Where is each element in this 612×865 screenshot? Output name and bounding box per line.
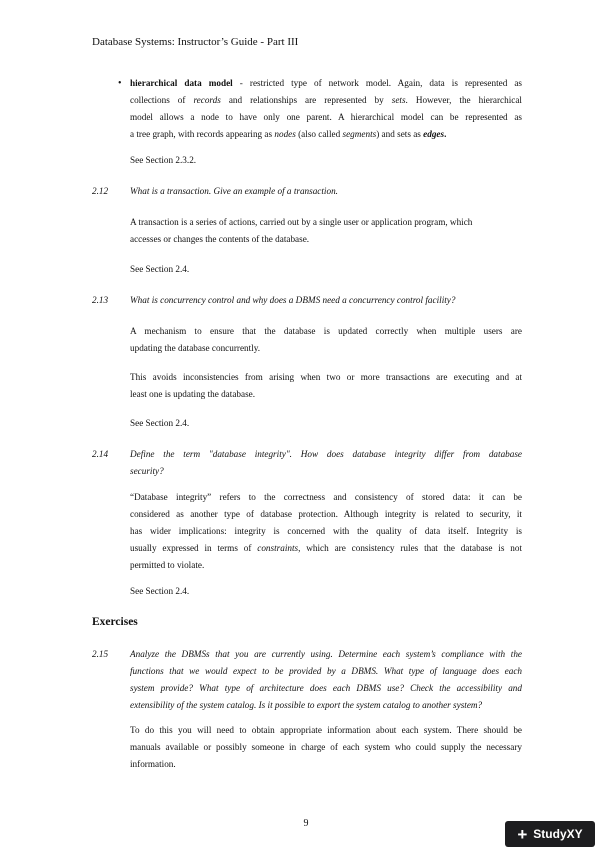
bullet-line-2a: collections of <box>130 95 194 105</box>
bullet-paragraph <box>130 75 522 143</box>
see-section-232: See Section 2.3.2. <box>130 155 197 165</box>
bullet-edges: edges <box>423 129 445 139</box>
page-number: 9 <box>303 818 309 829</box>
answer-215-line-1: To do this you will need to obtain appropriate information about each system. There should be <box>130 725 522 735</box>
answer-214-line-4c: , which are consistency rules that the database is not <box>298 543 522 553</box>
bullet-period: . <box>444 129 447 139</box>
answer-214-line-4a: usually expressed in terms of <box>130 543 258 553</box>
bullet-nodes: nodes <box>274 129 296 139</box>
answer-212-line-2: accesses or changes the contents of the database. <box>130 234 310 244</box>
see-section-24-a: See Section 2.4. <box>130 264 190 274</box>
answer-213-line-2: updating the database concurrently. <box>130 343 261 353</box>
question-215 <box>130 646 522 714</box>
question-number-213: 2.13 <box>92 295 109 305</box>
see-section-24-c: See Section 2.4. <box>130 586 190 596</box>
answer-214-constraints: constraints <box>257 543 299 553</box>
answer-215-line-3: information. <box>130 759 176 769</box>
plus-icon: + <box>517 824 528 844</box>
answer-212-line-1: A transaction is a series of actions, carried out by a single user or application program, which <box>130 217 473 227</box>
answer-213-b <box>130 369 522 403</box>
answer-214-line-5: permitted to violate. <box>130 560 205 570</box>
studyxy-label: StudyXY <box>533 827 583 841</box>
answer-213-line-3: This avoids inconsistencies from arising when two or more transactions are executing and at <box>130 372 522 382</box>
bullet-icon: • <box>118 78 122 89</box>
answer-213-a <box>130 323 522 357</box>
bullet-records: records <box>193 95 221 105</box>
question-215-line-4: extensibility of the system catalog. Is it possible to export the system catalog to another system? <box>130 700 483 710</box>
bullet-sets: sets <box>391 95 406 105</box>
question-214-line-1: Define the term "database integrity". How does database integrity differ from database <box>130 449 522 459</box>
bullet-line-3: model allows a node to have only one parent. A hierarchical model can be represented as <box>130 112 522 122</box>
question-215-line-3: system provide? What type of architecture does each DBMS use? Check the accessibility and <box>130 683 522 693</box>
answer-213-line-4: least one is updating the database. <box>130 389 256 399</box>
bullet-line-4a: a tree graph, with records appearing as <box>130 129 275 139</box>
running-header: Database Systems: Instructor’s Guide - Part III <box>92 36 299 48</box>
answer-212 <box>130 214 522 248</box>
answer-214-line-2: considered as another type of database protection. Although integrity is related to security, it <box>130 509 522 519</box>
question-number-215: 2.15 <box>92 649 109 659</box>
see-section-24-b: See Section 2.4. <box>130 418 190 428</box>
studyxy-badge[interactable] <box>505 821 595 847</box>
question-number-214: 2.14 <box>92 449 109 459</box>
question-215-line-2: functions that we would expect to be provided by a DBMS. What type of language does each <box>130 666 522 676</box>
answer-213-line-1: A mechanism to ensure that the database is updated correctly when multiple users are <box>130 326 522 336</box>
bullet-line-4e: ) and sets as <box>376 129 424 139</box>
question-214 <box>130 446 522 480</box>
answer-214 <box>130 489 522 574</box>
answer-215 <box>130 722 522 773</box>
answer-215-line-2: manuals available or possibly someone in charge of each system who could supply the necessary <box>130 742 522 752</box>
bullet-line-4c: (also called <box>295 129 343 139</box>
answer-214-line-3: has wider implications: integrity is concerned with the quality of data itself. Integrity is <box>130 526 522 536</box>
question-212: What is a transaction. Give an example of a transaction. <box>130 186 338 196</box>
bullet-line-2c: and relationships are represented by <box>220 95 392 105</box>
question-213: What is concurrency control and why does a DBMS need a concurrency control facility? <box>130 295 456 305</box>
question-214-line-2: security? <box>130 466 164 476</box>
bullet-line-1: - restricted type of network model. Again, data is represented as <box>232 78 522 88</box>
question-number-212: 2.12 <box>92 186 109 196</box>
question-215-line-1: Analyze the DBMSs that you are currently using. Determine each system’s compliance with the <box>130 649 522 659</box>
exercises-heading: Exercises <box>92 616 138 628</box>
answer-214-line-1: “Database integrity” refers to the correctness and consistency of stored data: it can be <box>130 492 522 502</box>
bullet-term: hierarchical data model <box>130 78 233 88</box>
bullet-line-2e: . However, the hierarchical <box>405 95 522 105</box>
bullet-segments: segments <box>342 129 377 139</box>
